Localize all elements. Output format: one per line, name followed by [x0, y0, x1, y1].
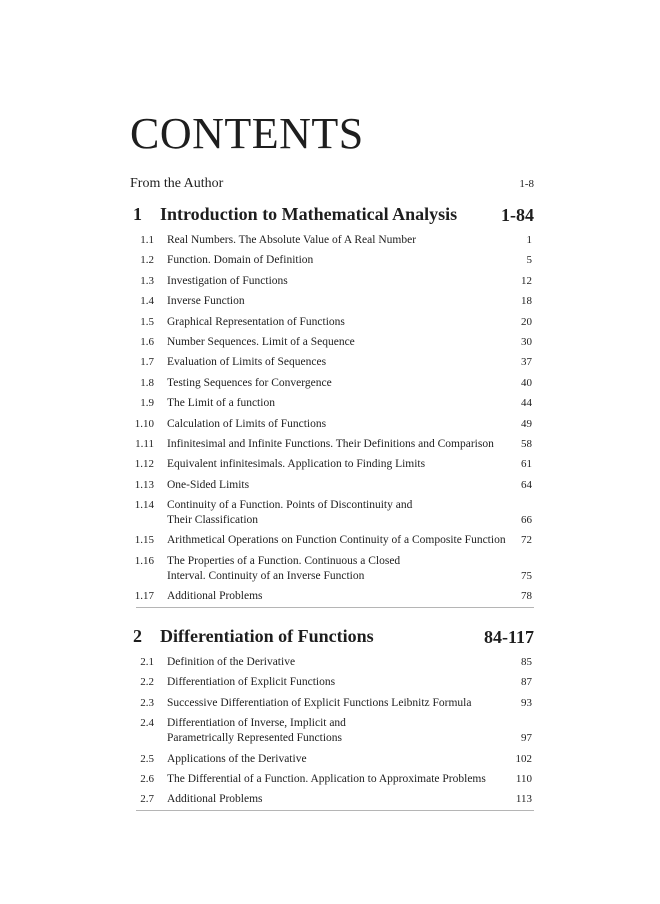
section-page: 85 — [521, 656, 532, 668]
section-number: 2.7 — [140, 793, 154, 806]
section-page: 1 — [526, 234, 532, 246]
section-number: 1.8 — [140, 376, 154, 389]
section-number: 1.13 — [134, 478, 154, 491]
section-title: Real Numbers. The Absolute Value of A Real Number — [167, 234, 417, 246]
section-number: 1.7 — [140, 356, 154, 369]
section-entry — [130, 530, 534, 550]
section-entry — [130, 454, 534, 474]
section-entry — [130, 271, 534, 291]
section-number: 1.3 — [140, 274, 154, 287]
section-title: Equivalent infinitesimals. Application to Finding Limits — [167, 458, 426, 471]
section-entry — [130, 652, 534, 672]
section-page: 44 — [521, 397, 532, 410]
chapter-divider — [136, 810, 534, 811]
section-number: 2.5 — [140, 752, 154, 765]
section-number: 1.16 — [134, 554, 154, 567]
section-title: Additional Problems — [167, 590, 263, 603]
section-title: Evaluation of Limits of Sequences — [167, 356, 327, 369]
section-page: 97 — [521, 732, 532, 745]
section-number: 1.10 — [134, 417, 154, 430]
section-number: 1.4 — [140, 295, 154, 308]
section-entry — [130, 352, 534, 372]
section-title: Continuity of a Function. Points of Discontinuity and — [167, 499, 413, 512]
section-number: 2.1 — [140, 656, 154, 668]
section-title: Arithmetical Operations on Function Continuity of a Composite Function — [167, 534, 506, 547]
section-page: 78 — [521, 590, 532, 603]
chapter-1 — [130, 204, 534, 608]
section-title: Testing Sequences for Convergence — [167, 376, 332, 389]
section-page: 49 — [521, 417, 532, 430]
section-page: 12 — [521, 274, 532, 287]
section-number: 2.6 — [140, 772, 154, 785]
section-title: Applications of the Derivative — [167, 752, 307, 765]
section-number: 2.2 — [140, 676, 154, 689]
section-page: 102 — [515, 752, 532, 765]
section-entry — [130, 586, 534, 606]
section-number: 2.3 — [140, 696, 154, 709]
section-number: 1.6 — [140, 335, 154, 348]
section-number: 1.14 — [134, 499, 154, 512]
section-title: Differentiation of Explicit Functions — [167, 676, 336, 689]
section-entry — [130, 414, 534, 434]
chapter-number: 1 — [133, 204, 142, 224]
section-page: 61 — [521, 458, 532, 471]
section-page: 30 — [521, 335, 532, 348]
chapter-title: Introduction to Mathematical Analysis — [160, 204, 458, 224]
section-entry — [130, 495, 534, 530]
section-entry — [130, 672, 534, 692]
section-title: Calculation of Limits of Functions — [167, 417, 327, 430]
section-number: 1.2 — [140, 254, 154, 267]
section-page: 87 — [521, 676, 532, 689]
section-title: Differentiation of Inverse, Implicit and — [167, 717, 346, 730]
section-page: 5 — [526, 254, 532, 267]
section-title: Graphical Representation of Functions — [167, 315, 345, 328]
chapter-heading — [130, 626, 534, 652]
section-entry — [130, 332, 534, 352]
section-title: One-Sided Limits — [167, 478, 250, 491]
section-title: Infinitesimal and Infinite Functions. Their Definitions and Comparison — [167, 437, 494, 450]
chapter-divider — [136, 607, 534, 608]
section-entry — [130, 291, 534, 311]
section-title: Their Classification — [167, 514, 259, 527]
section-page: 20 — [521, 315, 532, 328]
chapter-heading — [130, 204, 534, 230]
section-title: Parametrically Represented Functions — [167, 732, 343, 745]
chapter-title: Differentiation of Functions — [160, 626, 374, 646]
section-entry — [130, 250, 534, 270]
section-page: 18 — [521, 295, 532, 308]
section-entry — [130, 373, 534, 393]
section-number: 1.1 — [140, 234, 154, 246]
page-title: CONTENTS — [130, 109, 364, 158]
section-entry — [130, 475, 534, 495]
section-list — [130, 230, 534, 608]
section-number: 1.15 — [134, 534, 154, 547]
section-entry — [130, 312, 534, 332]
section-title: The Properties of a Function. Continuous a Closed — [167, 554, 401, 567]
section-title: Number Sequences. Limit of a Sequence — [167, 335, 355, 348]
section-title: The Limit of a function — [167, 397, 275, 410]
front-matter-title: From the Author — [130, 176, 224, 191]
section-entry — [130, 230, 534, 250]
section-entry — [130, 551, 534, 586]
section-title: The Differential of a Function. Application to Approximate Problems — [167, 772, 486, 785]
section-title: Function. Domain of Definition — [167, 254, 314, 267]
section-number: 1.17 — [134, 590, 154, 603]
section-title: Successive Differentiation of Explicit Functions Leibnitz Formula — [167, 696, 472, 709]
section-page: 66 — [521, 514, 532, 527]
chapter-number: 2 — [133, 626, 142, 646]
section-number: 1.5 — [140, 315, 154, 328]
section-title: Definition of the Derivative — [167, 656, 296, 668]
section-title: Additional Problems — [167, 793, 263, 806]
section-page: 37 — [521, 356, 532, 369]
section-entry — [130, 789, 534, 809]
section-entry — [130, 434, 534, 454]
section-number: 1.11 — [135, 437, 154, 450]
front-matter-entry — [130, 176, 534, 196]
section-page: 113 — [515, 793, 532, 806]
section-title: Inverse Function — [167, 295, 245, 308]
section-entry — [130, 749, 534, 769]
section-number: 1.12 — [134, 458, 154, 471]
section-page: 110 — [515, 772, 532, 785]
section-title: Interval. Continuity of an Inverse Function — [167, 569, 365, 582]
section-title: Investigation of Functions — [167, 274, 288, 287]
section-list — [130, 652, 534, 811]
chapter-2 — [130, 626, 534, 811]
section-page: 93 — [521, 696, 532, 709]
section-page: 75 — [521, 569, 532, 582]
section-entry — [130, 713, 534, 748]
section-entry — [130, 693, 534, 713]
section-page: 72 — [521, 534, 532, 547]
section-page: 40 — [521, 376, 532, 389]
section-number: 2.4 — [140, 717, 154, 730]
section-entry — [130, 769, 534, 789]
section-number: 1.9 — [140, 397, 154, 410]
chapter-pages: 1-84 — [501, 205, 534, 225]
section-page: 58 — [521, 437, 532, 450]
front-matter-pages: 1-8 — [519, 178, 534, 190]
section-page: 64 — [521, 478, 532, 491]
section-entry — [130, 393, 534, 413]
chapter-pages: 84-117 — [483, 627, 534, 647]
